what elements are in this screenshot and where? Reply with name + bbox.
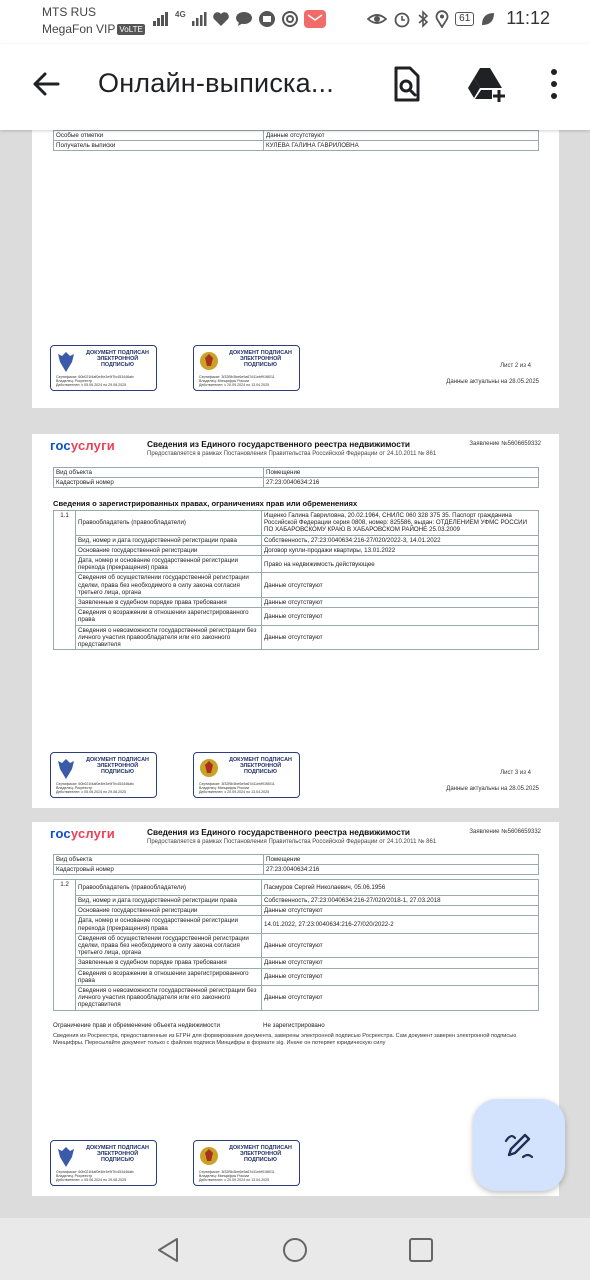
table-row [54, 896, 539, 906]
table-cell-value: Данные отсутствуют [262, 625, 539, 650]
table-row [54, 131, 539, 141]
table-cell-label: Сведения об осуществлении государственной регистрации сделки, права без необходимого в силу закона согласия третьего лица, органа [76, 573, 262, 598]
coat-of-arms-icon [199, 1145, 219, 1169]
stamp-line: Сертификат: 3f32f5b3be6e9a67d11ebf91f8011 [199, 782, 275, 786]
extract-subtitle: Предоставляется в рамках Постановления Правительства Российской Федерации от 24.10.2011 № 861 [147, 839, 437, 845]
app-icon [258, 10, 276, 28]
heart-icon [212, 11, 230, 27]
table-cell-value: КУЛЕВА ГАЛИНА ГАВРИЛОВНА [264, 141, 539, 151]
coat-of-arms-icon [199, 757, 219, 781]
search-document-icon[interactable] [386, 64, 426, 104]
signature-stamp-mintsifry [193, 752, 300, 798]
battery-icon: 61 [455, 12, 474, 26]
extract-title: Сведения из Единого государственного реестра недвижимости [147, 439, 411, 449]
table-cell-value: Данные отсутствуют [262, 968, 539, 985]
actual-date: Данные актуальны на 28.05.2025 [446, 379, 539, 385]
table-cell-label: Сведения о невозможности государственной регистрации без личного участия правообладателя или его законного представителя [76, 986, 262, 1011]
table-cell-label: Кадастровый номер [54, 865, 264, 875]
table-cell-value: Право на недвижимость действующее [262, 556, 539, 573]
table-row [54, 916, 539, 933]
table-cell-value: Данные отсутствуют [262, 608, 539, 625]
table-cell-value: Собственность, 27:23:0040634:216-27/020/2018-1, 27.03.2018 [262, 896, 539, 906]
more-vert-icon[interactable] [534, 64, 574, 104]
table-row [54, 535, 539, 545]
stamp-line: Действителен: с 20.09.2024 по 13.04.2025 [199, 1178, 270, 1183]
pdf-page-3 [32, 434, 559, 808]
table-cell-value: Данные отсутствуют [262, 906, 539, 916]
volte-badge: VoLTE [119, 25, 143, 34]
system-nav-bar [0, 1218, 590, 1280]
table-row [54, 141, 539, 151]
signal-4g-icon: 4G [175, 9, 186, 19]
emblem-icon [56, 757, 76, 781]
document-viewer[interactable] [0, 130, 590, 1218]
stamp-line: Действителен: с 05.06.2024 по 29.08.2025 [56, 1178, 127, 1183]
stamp-line: Сертификат: 60b021f4af0e4fe3e9f7fc453446afc [56, 1170, 134, 1174]
stamp-line: Владелец: Минцифры России [199, 379, 250, 384]
sheet-number: Лист 2 из 4 [500, 363, 531, 369]
application-number: Заявление №5606659332 [469, 829, 541, 835]
stamp-title: ДОКУМЕНТ ПОДПИСАН ЭЛЕКТРОННОЙ ПОДПИСЬЮ [229, 1145, 292, 1163]
stamp-line: Владелец: Росреестр [56, 1174, 93, 1179]
stamp-line: Действителен: с 05.06.2024 по 29.08.2025 [56, 790, 127, 795]
table-row [54, 855, 539, 865]
signal-icon [152, 11, 170, 27]
add-to-drive-icon[interactable] [466, 64, 506, 104]
home-circle-icon[interactable] [281, 1236, 309, 1264]
page2-table [53, 130, 539, 151]
table-cell-label: Сведения об осуществлении государственной регистрации сделки, права без необходимого в силу закона согласия третьего лица, органа [76, 933, 262, 958]
edit-pen-icon [503, 1129, 535, 1161]
extract-subtitle: Предоставляется в рамках Постановления Правительства Российской Федерации от 24.10.2011 № 861 [147, 451, 437, 457]
clock: 11:12 [506, 8, 550, 28]
table-row [54, 598, 539, 608]
stamp-line: Владелец: Минцифры России [199, 786, 250, 791]
table-cell-label: Заявленные в судебном порядке права требования [76, 598, 262, 608]
table-row [54, 468, 539, 478]
table-cell-value: Данные отсутствуют [262, 986, 539, 1011]
table-cell-value: Данные отсутствуют [262, 573, 539, 598]
table-cell-label: Сведения о невозможности государственной регистрации без личного участия правообладателя или его законного представителя [76, 625, 262, 650]
table-row [54, 608, 539, 625]
at-icon [281, 10, 299, 28]
status-bar [0, 0, 590, 44]
table-row [54, 573, 539, 598]
table-cell-value: Ищенко Галина Гавриловна, 20.02.1964, СНИЛС 060 328 375 35. Паспорт гражданина Российской Федерации серия 0808, номер: 825586, выдан: ОТДЕЛЕНИЕМ УФМС РОССИИ ПО ХАБАРОВСКОМУ КРАЮ В ХАБАРОВСКОМ РАЙОНЕ 25.03.2009 [262, 511, 539, 536]
back-arrow-icon[interactable] [28, 66, 64, 102]
table-cell-label: Дата, номер и основание государственной регистрации перехода (прекращения) права [76, 556, 262, 573]
table-row [54, 968, 539, 985]
table-row [54, 865, 539, 875]
carrier-info [42, 4, 145, 38]
row-number: 1.2 [54, 880, 76, 1011]
row-number: 1.1 [54, 511, 76, 650]
stamp-line: Владелец: Росреестр [56, 786, 93, 791]
app-bar [0, 44, 590, 130]
coat-of-arms-icon [199, 350, 219, 374]
table-cell-value: 27:23:0040634:216 [264, 865, 539, 875]
restriction-row [53, 1022, 539, 1029]
table-cell-label: Правообладатель (правообладатели) [76, 880, 262, 896]
table-cell-value: Помещение [264, 468, 539, 478]
gosuslugi-logo: госуслуги [50, 826, 115, 841]
table-row [54, 545, 539, 555]
eye-icon [367, 11, 387, 27]
table-row [54, 511, 539, 536]
table-row [54, 478, 539, 488]
table-cell-value: Собственность, 27:23:0040634:216-27/020/2022-3, 14.01.2022 [262, 535, 539, 545]
table-cell-label: Основание государственной регистрации [76, 906, 262, 916]
table-cell-label: Особые отметки [54, 131, 264, 141]
signature-footnote: Сведения из Росреестра, предоставленные из ЕГРН для формирования документа, заверены электронной подписью Росреестра. Сам документ заверен электронной подписью Минцифры. Пересылайте документ только с файлом подписи Минцифры в формате sig. Иначе он потеряет юридическую силу [53, 1033, 517, 1046]
stamp-line: Владелец: Росреестр [56, 379, 93, 384]
table-row [54, 880, 539, 896]
back-triangle-icon[interactable] [155, 1236, 183, 1264]
signature-stamp-mintsifry [193, 345, 300, 391]
stamp-line: Владелец: Минцифры России [199, 1174, 250, 1179]
stamp-title: ДОКУМЕНТ ПОДПИСАН ЭЛЕКТРОННОЙ ПОДПИСЬЮ [86, 350, 149, 368]
location-icon [435, 10, 449, 28]
document-title: Онлайн-выписка... [98, 68, 334, 98]
alarm-icon [393, 10, 411, 28]
carrier-2: MegaFon VIP [42, 22, 116, 36]
stamp-line: Действителен: с 20.09.2024 по 13.04.2025 [199, 790, 270, 795]
stamp-title: ДОКУМЕНТ ПОДПИСАН ЭЛЕКТРОННОЙ ПОДПИСЬЮ [86, 757, 149, 775]
table-cell-label: Правообладатель (правообладатели) [76, 511, 262, 536]
notification-icons [152, 10, 326, 28]
system-icons [367, 8, 550, 29]
stamp-line: Действителен: с 05.06.2024 по 29.08.2025 [56, 383, 127, 388]
rights-table-1-1 [53, 510, 539, 650]
table-cell-label: Заявленные в судебном порядке права требования [76, 958, 262, 968]
application-number: Заявление №5606659332 [469, 441, 541, 447]
stamp-title: ДОКУМЕНТ ПОДПИСАН ЭЛЕКТРОННОЙ ПОДПИСЬЮ [86, 1145, 149, 1163]
table-cell-value: Пасмуров Сергей Николаевич, 05.06.1956 [262, 880, 539, 896]
restriction-label: Ограничение прав и обременение объекта недвижимости [53, 1022, 220, 1029]
stamp-line: Сертификат: 60b021f4af0e4fe3e9f7fc453446afc [56, 375, 134, 379]
table-row [54, 625, 539, 650]
table-row [54, 556, 539, 573]
table-cell-label: Кадастровый номер [54, 478, 264, 488]
table-cell-label: Сведения о возражении в отношении зарегистрированного права [76, 968, 262, 985]
table-cell-value: Договор купли-продажи квартиры, 13.01.2022 [262, 545, 539, 555]
carrier-1: MTS RUS [42, 5, 96, 19]
gosuslugi-logo: госуслуги [50, 438, 115, 453]
table-cell-label: Вид, номер и дата государственной регистрации права [76, 535, 262, 545]
signature-stamp-rosreestr [50, 752, 157, 798]
signature-stamp-rosreestr [50, 345, 157, 391]
table-cell-value: Данные отсутствуют [262, 933, 539, 958]
emblem-icon [56, 350, 76, 374]
signature-stamp-mintsifry [193, 1140, 300, 1186]
pdf-page-2 [32, 130, 559, 408]
bluetooth-icon [417, 10, 429, 28]
actual-date: Данные актуальны на 28.05.2025 [446, 786, 539, 792]
table-row [54, 958, 539, 968]
restriction-value: Не зарегистрировано [263, 1022, 325, 1029]
table-cell-value: 27:23:0040634:216 [264, 478, 539, 488]
extract-title: Сведения из Единого государственного реестра недвижимости [147, 827, 411, 837]
stamp-line: Сертификат: 3f32f5b3be6e9a67d11ebf91f8011 [199, 375, 275, 379]
table-cell-label: Вид, номер и дата государственной регистрации права [76, 896, 262, 906]
sheet-number: Лист 3 из 4 [500, 770, 531, 776]
table-cell-value: Данные отсутствуют [262, 958, 539, 968]
table-cell-label: Получатель выписки [54, 141, 264, 151]
signature-stamp-rosreestr [50, 1140, 157, 1186]
rights-table-1-2 [53, 879, 539, 1011]
edit-fab[interactable] [473, 1099, 565, 1191]
object-table [53, 467, 539, 488]
emblem-icon [56, 1145, 76, 1169]
recents-square-icon[interactable] [407, 1236, 435, 1264]
table-cell-value: 14.01.2022, 27:23:0040634:216-27/020/2022-2 [262, 916, 539, 933]
table-cell-label: Сведения о возражении в отношении зарегистрированного права [76, 608, 262, 625]
table-cell-label: Вид объекта [54, 855, 264, 865]
table-cell-value: Данные отсутствуют [262, 598, 539, 608]
table-cell-label: Вид объекта [54, 468, 264, 478]
table-cell-value: Помещение [264, 855, 539, 865]
chat-icon [235, 11, 253, 27]
table-cell-value: Данные отсутствуют [264, 131, 539, 141]
table-row [54, 933, 539, 958]
stamp-line: Действителен: с 20.09.2024 по 13.04.2025 [199, 383, 270, 388]
table-cell-label: Дата, номер и основание государственной регистрации перехода (прекращения) права [76, 916, 262, 933]
object-table [53, 854, 539, 875]
table-row [54, 906, 539, 916]
rights-section-title: Сведения о зарегистрированных правах, ограничениях прав или обременениях [53, 499, 358, 508]
table-cell-label: Основание государственной регистрации [76, 545, 262, 555]
stamp-title: ДОКУМЕНТ ПОДПИСАН ЭЛЕКТРОННОЙ ПОДПИСЬЮ [229, 757, 292, 775]
stamp-line: Сертификат: 3f32f5b3be6e9a67d11ebf91f8011 [199, 1170, 275, 1174]
mail-icon [304, 10, 326, 28]
stamp-line: Сертификат: 60b021f4af0e4fe3e9f7fc453446afc [56, 782, 134, 786]
leaf-icon [480, 11, 496, 27]
stamp-title: ДОКУМЕНТ ПОДПИСАН ЭЛЕКТРОННОЙ ПОДПИСЬЮ [229, 350, 292, 368]
table-row [54, 986, 539, 1011]
signal-icon-2 [191, 11, 207, 27]
